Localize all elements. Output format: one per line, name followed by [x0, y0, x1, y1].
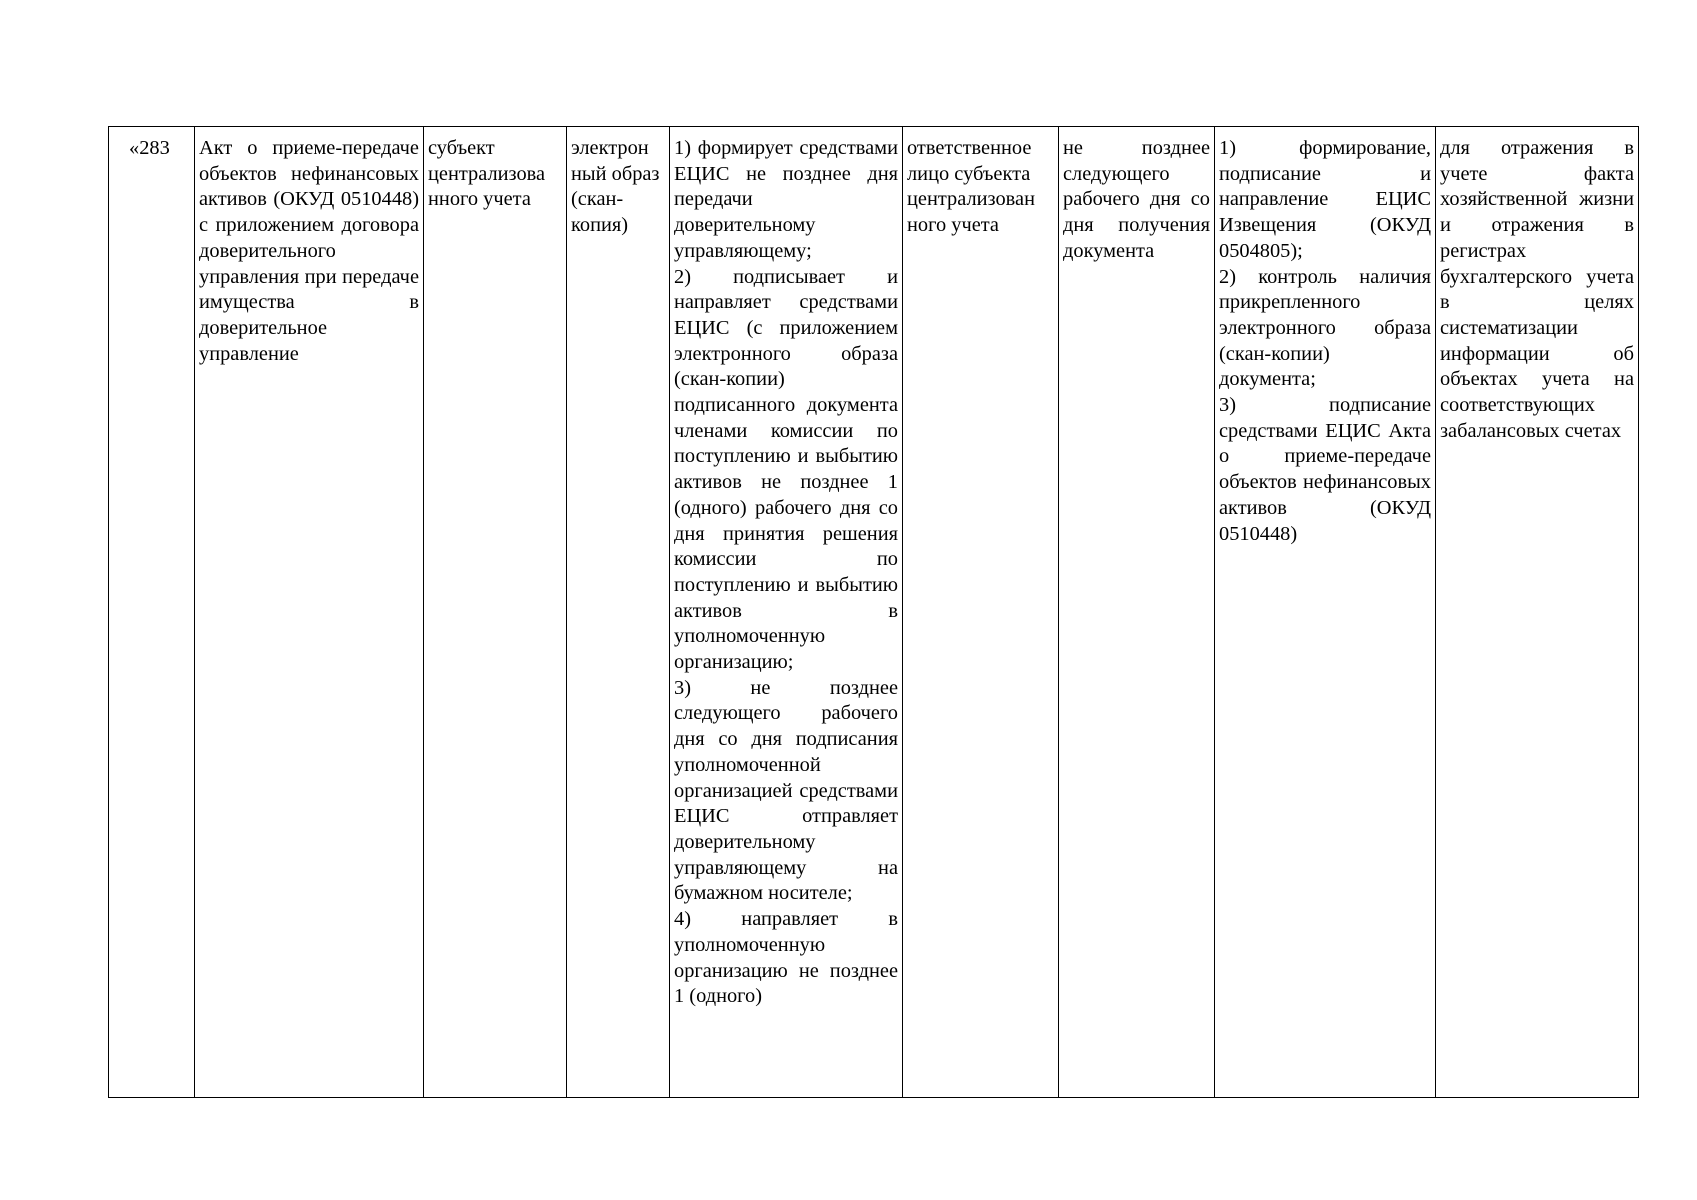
action-item: 1) формирует средствами ЕЦИС не позднее дня передачи доверительному управляющему;: [674, 137, 898, 262]
row-number: «283: [129, 137, 170, 159]
org-action-item: 1) формирование, подписание и направление ЕЦИС Извещения (ОКУД 0504805);: [1219, 137, 1431, 262]
responsible-cell: [903, 127, 1059, 1098]
document-name: Акт о приеме-передаче объектов нефинансовых активов (ОКУД 0510448) с приложением договора доверительного управления при передаче имущества в доверительное управление: [199, 137, 419, 365]
purpose-cell: [1436, 127, 1639, 1098]
org-actions-cell: [1215, 127, 1436, 1098]
format-cell: [567, 127, 670, 1098]
responsible-person: ответственное лицо субъекта централизован ного учета: [907, 137, 1035, 237]
deadline-cell: [1059, 127, 1215, 1098]
table-row: [109, 127, 1639, 1098]
actions-cell: [670, 127, 903, 1098]
action-item: 2) подписывает и направляет средствами ЕЦИС (с приложением электронного образа (скан-копии) подписанного документа членами комиссии по поступлению и выбытию активов не позднее 1 (одного) рабочего дня со дня принятия решения комиссии по поступлению и выбытию активов в уполномоченную организацию;: [674, 265, 898, 674]
action-item: 3) не позднее следующего рабочего дня со дня подписания уполномоченной организацией средствами ЕЦИС отправляет доверительному управляющему на бумажном носителе;: [674, 676, 898, 905]
org-action-item: 2) контроль наличия прикрепленного электронного образа (скан-копии) документа;: [1219, 265, 1431, 391]
deadline: не позднее следующего рабочего дня со дня получения документа: [1063, 137, 1210, 262]
document-name-cell: [195, 127, 424, 1098]
document-format: электрон ный образ (скан-копия): [571, 137, 660, 237]
composer-cell: [424, 127, 567, 1098]
action-item: 4) направляет в уполномоченную организацию не позднее 1 (одного): [674, 908, 898, 1008]
org-action-item: 3) подписание средствами ЕЦИС Акта о приеме-передаче объектов нефинансовых активов (ОКУД 0510448): [1219, 394, 1431, 545]
row-number-cell: [109, 127, 195, 1098]
composer: субъект централизова нного учета: [428, 137, 546, 211]
purpose: для отражения в учете факта хозяйственной жизни и отражения в регистрах бухгалтерского учета в целях систематизации информации об объектах учета на соответствующих забалансовых счетах: [1440, 137, 1634, 442]
document-table: [108, 126, 1639, 1098]
